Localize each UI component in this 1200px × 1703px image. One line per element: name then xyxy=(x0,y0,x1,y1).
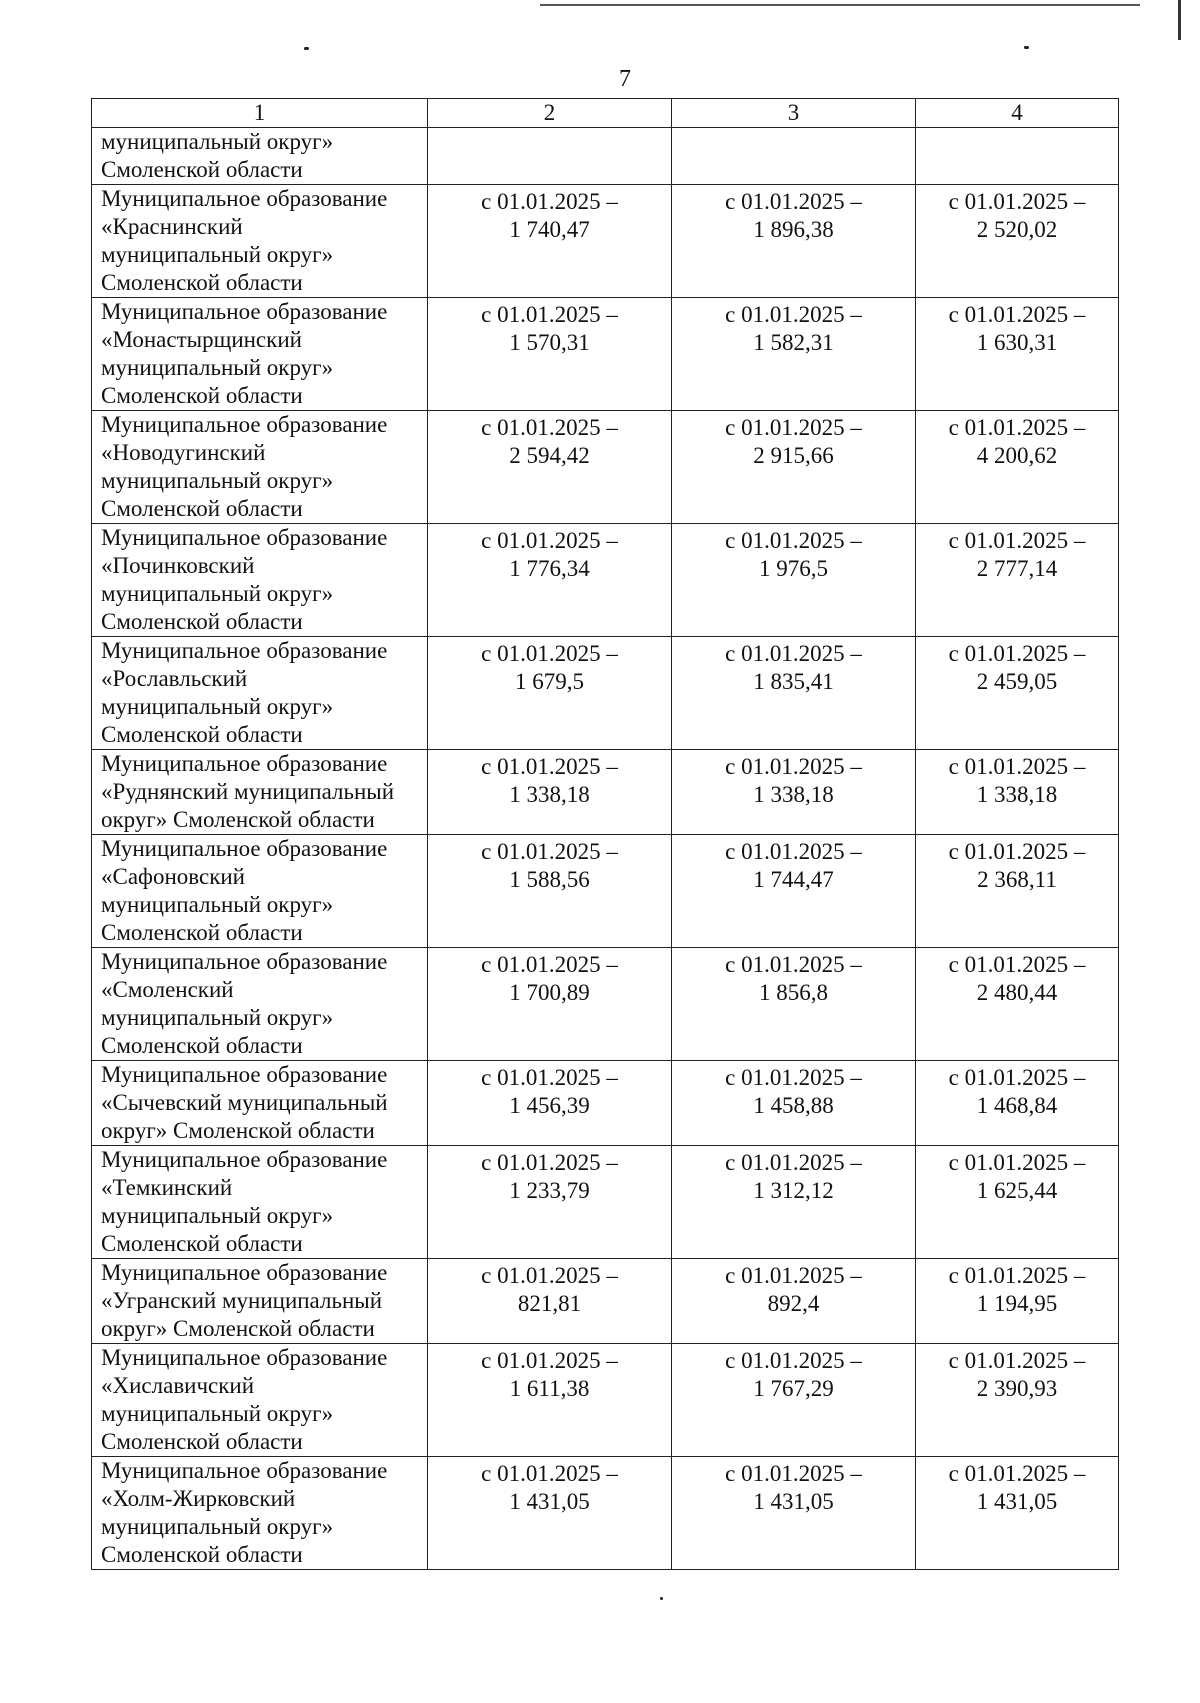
table-row xyxy=(92,1146,1119,1259)
cell-text-line: 1 431,05 xyxy=(753,1489,834,1514)
cell-text-line: с 01.01.2025 – xyxy=(481,415,618,440)
cell-text-line: 1 468,84 xyxy=(976,1093,1058,1118)
tariff-cell-col2 xyxy=(428,835,672,948)
cell-text-line: Муниципальное образование xyxy=(101,1345,388,1370)
tariff-cell-col4 xyxy=(916,298,1119,411)
column-header: 4 xyxy=(916,99,1119,128)
cell-text-line: с 01.01.2025 – xyxy=(948,1348,1086,1373)
tariff-cell-col3 xyxy=(672,948,916,1061)
cell-text-line: 2 915,66 xyxy=(753,443,834,468)
cell-text-line: с 01.01.2025 – xyxy=(481,1461,618,1486)
cell-text-line: 1 338,18 xyxy=(753,782,834,807)
tariff-cell-col2 xyxy=(428,1344,672,1457)
tariff-cell-col3 xyxy=(672,128,916,185)
tariff-cell-col4 xyxy=(916,128,1119,185)
municipality-name-cell xyxy=(92,298,428,411)
cell-text-line: с 01.01.2025 – xyxy=(948,302,1086,327)
tariff-table xyxy=(91,98,1119,1570)
cell-text-line: с 01.01.2025 – xyxy=(725,754,862,779)
cell-text-line: «Починковский xyxy=(101,553,255,578)
cell-text-line: Смоленской области xyxy=(101,1542,303,1567)
cell-text-line: муниципальный округ» xyxy=(101,468,334,493)
table-row xyxy=(92,637,1119,750)
cell-text-line: 2 390,93 xyxy=(976,1376,1058,1401)
cell-text-line: 4 200,62 xyxy=(976,443,1058,468)
cell-text-line: Муниципальное образование xyxy=(101,836,388,861)
tariff-cell-col3 xyxy=(672,298,916,411)
cell-text-line: 2 520,02 xyxy=(976,217,1058,242)
cell-text-line: Муниципальное образование xyxy=(101,186,388,211)
cell-text-line: 1 338,18 xyxy=(509,782,590,807)
cell-text-line: «Темкинский xyxy=(101,1175,233,1200)
cell-text-line: Смоленской области xyxy=(101,1231,303,1256)
table-body xyxy=(92,128,1119,1570)
cell-text-line: 1 431,05 xyxy=(509,1489,590,1514)
municipality-name-cell xyxy=(92,128,428,185)
table-row xyxy=(92,298,1119,411)
cell-text-line: 1 856,8 xyxy=(759,980,828,1005)
municipality-name-cell xyxy=(92,1259,428,1344)
cell-text-line: округ» Смоленской области xyxy=(101,1316,375,1341)
cell-text-line: с 01.01.2025 – xyxy=(481,839,618,864)
tariff-cell-col4 xyxy=(916,750,1119,835)
tariff-cell-col2 xyxy=(428,411,672,524)
cell-text-line: 1 431,05 xyxy=(976,1489,1058,1514)
cell-text-line: Муниципальное образование xyxy=(101,1062,388,1087)
cell-text-line: с 01.01.2025 – xyxy=(948,528,1086,553)
cell-text-line: с 01.01.2025 – xyxy=(725,839,862,864)
table-row xyxy=(92,835,1119,948)
table-row xyxy=(92,1061,1119,1146)
cell-text-line: 1 740,47 xyxy=(509,217,590,242)
municipality-name-cell xyxy=(92,524,428,637)
cell-text-line: муниципальный округ» xyxy=(101,694,334,719)
table-row xyxy=(92,1344,1119,1457)
cell-text-line: 1 456,39 xyxy=(509,1093,590,1118)
tariff-cell-col4 xyxy=(916,1344,1119,1457)
municipality-name-cell xyxy=(92,948,428,1061)
cell-text-line: 1 194,95 xyxy=(976,1291,1058,1316)
municipality-name-cell xyxy=(92,1061,428,1146)
tariff-cell-col3 xyxy=(672,1457,916,1570)
municipality-name-cell xyxy=(92,835,428,948)
cell-text-line: Муниципальное образование xyxy=(101,412,388,437)
cell-text-line: с 01.01.2025 – xyxy=(481,952,618,977)
scan-artifact-edge xyxy=(1178,0,1181,40)
cell-text-line: с 01.01.2025 – xyxy=(725,189,862,214)
cell-text-line: с 01.01.2025 – xyxy=(481,641,618,666)
cell-text-line: 1 312,12 xyxy=(753,1178,834,1203)
table-header-row xyxy=(92,99,1119,128)
cell-text-line: округ» Смоленской области xyxy=(101,807,375,832)
cell-text-line: 1 700,89 xyxy=(509,980,590,1005)
municipality-name-cell xyxy=(92,637,428,750)
tariff-cell-col4 xyxy=(916,1457,1119,1570)
cell-text-line: с 01.01.2025 – xyxy=(725,302,862,327)
cell-text-line: Муниципальное образование xyxy=(101,1458,388,1483)
cell-text-line: 2 777,14 xyxy=(976,556,1058,581)
cell-text-line: с 01.01.2025 – xyxy=(725,1461,862,1486)
cell-text-line: Муниципальное образование xyxy=(101,1260,388,1285)
cell-text-line: «Смоленский xyxy=(101,977,234,1002)
cell-text-line: муниципальный округ» xyxy=(101,1514,334,1539)
cell-text-line: муниципальный округ» xyxy=(101,129,334,154)
cell-text-line: 1 588,56 xyxy=(509,867,590,892)
cell-text-line: муниципальный округ» xyxy=(101,1401,334,1426)
cell-text-line: Муниципальное образование xyxy=(101,751,388,776)
cell-text-line: с 01.01.2025 – xyxy=(948,1150,1086,1175)
tariff-cell-col3 xyxy=(672,750,916,835)
tariff-cell-col4 xyxy=(916,1061,1119,1146)
table-row xyxy=(92,128,1119,185)
cell-text-line: 1 233,79 xyxy=(509,1178,590,1203)
tariff-cell-col4 xyxy=(916,524,1119,637)
cell-text-line: 1 630,31 xyxy=(976,330,1058,355)
column-header: 3 xyxy=(672,99,916,128)
cell-text-line: с 01.01.2025 – xyxy=(725,641,862,666)
cell-text-line: 1 896,38 xyxy=(753,217,834,242)
municipality-name-cell xyxy=(92,185,428,298)
cell-text-line: с 01.01.2025 – xyxy=(725,528,862,553)
cell-text-line: муниципальный округ» xyxy=(101,242,334,267)
scan-artifact-line xyxy=(540,4,1140,6)
cell-text-line: «Холм-Жирковский xyxy=(101,1486,296,1511)
tariff-cell-col3 xyxy=(672,1061,916,1146)
cell-text-line: Смоленской области xyxy=(101,722,303,747)
cell-text-line: 1 570,31 xyxy=(509,330,590,355)
tariff-cell-col4 xyxy=(916,411,1119,524)
cell-text-line: Смоленской области xyxy=(101,496,303,521)
cell-text-line: с 01.01.2025 – xyxy=(948,952,1086,977)
cell-text-line: с 01.01.2025 – xyxy=(948,415,1086,440)
table-row xyxy=(92,524,1119,637)
cell-text-line: «Монастырщинский xyxy=(101,327,302,352)
cell-text-line: Смоленской области xyxy=(101,920,303,945)
cell-text-line: 1 835,41 xyxy=(753,669,834,694)
table-row xyxy=(92,1457,1119,1570)
municipality-name-cell xyxy=(92,1146,428,1259)
cell-text-line: с 01.01.2025 – xyxy=(948,1263,1086,1288)
cell-text-line: с 01.01.2025 – xyxy=(481,302,618,327)
cell-text-line: округ» Смоленской области xyxy=(101,1118,375,1143)
cell-text-line: с 01.01.2025 – xyxy=(481,1065,618,1090)
cell-text-line: с 01.01.2025 – xyxy=(725,952,862,977)
tariff-cell-col2 xyxy=(428,185,672,298)
cell-text-line: «Новодугинский xyxy=(101,440,266,465)
cell-text-line: «Угранский муниципальный xyxy=(101,1288,383,1313)
cell-text-line: с 01.01.2025 – xyxy=(481,1348,618,1373)
scan-dot xyxy=(304,47,309,50)
cell-text-line: с 01.01.2025 – xyxy=(481,189,618,214)
page-number: 7 xyxy=(619,66,631,92)
tariff-cell-col3 xyxy=(672,1259,916,1344)
column-header: 2 xyxy=(428,99,672,128)
tariff-cell-col3 xyxy=(672,185,916,298)
cell-text-line: Муниципальное образование xyxy=(101,299,388,324)
tariff-cell-col2 xyxy=(428,948,672,1061)
cell-text-line: 1 767,29 xyxy=(753,1376,834,1401)
scan-dot xyxy=(660,1597,663,1600)
tariff-cell-col2 xyxy=(428,128,672,185)
cell-text-line: 2 480,44 xyxy=(976,980,1058,1005)
tariff-cell-col2 xyxy=(428,1457,672,1570)
scan-dot xyxy=(1024,46,1029,49)
municipality-name-cell xyxy=(92,750,428,835)
cell-text-line: муниципальный округ» xyxy=(101,355,334,380)
tariff-cell-col2 xyxy=(428,750,672,835)
column-header: 1 xyxy=(92,99,428,128)
cell-text-line: Муниципальное образование xyxy=(101,1147,388,1172)
tariff-cell-col4 xyxy=(916,1259,1119,1344)
cell-text-line: «Руднянский муниципальный xyxy=(101,779,395,804)
cell-text-line: 1 776,34 xyxy=(509,556,590,581)
cell-text-line: 892,4 xyxy=(767,1291,820,1316)
tariff-cell-col2 xyxy=(428,524,672,637)
cell-text-line: Смоленской области xyxy=(101,270,303,295)
tariff-cell-col2 xyxy=(428,298,672,411)
cell-text-line: 1 338,18 xyxy=(976,782,1058,807)
municipality-name-cell xyxy=(92,411,428,524)
tariff-cell-col3 xyxy=(672,411,916,524)
tariff-cell-col2 xyxy=(428,1259,672,1344)
cell-text-line: с 01.01.2025 – xyxy=(481,528,618,553)
cell-text-line: 2 368,11 xyxy=(977,867,1057,892)
cell-text-line: «Хиславичский xyxy=(101,1373,255,1398)
cell-text-line: с 01.01.2025 – xyxy=(725,1263,862,1288)
tariff-cell-col4 xyxy=(916,1146,1119,1259)
tariff-cell-col4 xyxy=(916,185,1119,298)
cell-text-line: с 01.01.2025 – xyxy=(481,1263,618,1288)
table-row xyxy=(92,185,1119,298)
table-row xyxy=(92,750,1119,835)
cell-text-line: Муниципальное образование xyxy=(101,525,388,550)
cell-text-line: с 01.01.2025 – xyxy=(948,641,1086,666)
cell-text-line: 2 594,42 xyxy=(509,443,590,468)
cell-text-line: с 01.01.2025 – xyxy=(725,415,862,440)
cell-text-line: муниципальный округ» xyxy=(101,581,334,606)
cell-text-line: с 01.01.2025 – xyxy=(948,1065,1086,1090)
cell-text-line: 1 611,38 xyxy=(509,1376,590,1401)
tariff-cell-col3 xyxy=(672,637,916,750)
municipality-name-cell xyxy=(92,1457,428,1570)
cell-text-line: Муниципальное образование xyxy=(101,638,388,663)
cell-text-line: Смоленской области xyxy=(101,609,303,634)
cell-text-line: «Сафоновский xyxy=(101,864,245,889)
table-row xyxy=(92,948,1119,1061)
cell-text-line: 1 582,31 xyxy=(753,330,834,355)
cell-text-line: с 01.01.2025 – xyxy=(948,839,1086,864)
table-row xyxy=(92,1259,1119,1344)
cell-text-line: с 01.01.2025 – xyxy=(481,1150,618,1175)
cell-text-line: 1 744,47 xyxy=(753,867,834,892)
cell-text-line: с 01.01.2025 – xyxy=(725,1150,862,1175)
cell-text-line: муниципальный округ» xyxy=(101,1203,334,1228)
tariff-cell-col3 xyxy=(672,835,916,948)
cell-text-line: с 01.01.2025 – xyxy=(948,754,1086,779)
cell-text-line: с 01.01.2025 – xyxy=(725,1065,862,1090)
municipality-name-cell xyxy=(92,1344,428,1457)
cell-text-line: муниципальный округ» xyxy=(101,1005,334,1030)
cell-text-line: 821,81 xyxy=(517,1291,582,1316)
cell-text-line: 1 976,5 xyxy=(759,556,828,581)
tariff-cell-col4 xyxy=(916,835,1119,948)
cell-text-line: «Краснинский xyxy=(101,214,243,239)
cell-text-line: Смоленской области xyxy=(101,383,303,408)
tariff-cell-col2 xyxy=(428,637,672,750)
cell-text-line: с 01.01.2025 – xyxy=(948,1461,1086,1486)
cell-text-line: с 01.01.2025 – xyxy=(481,754,618,779)
cell-text-line: 1 679,5 xyxy=(515,669,584,694)
cell-text-line: «Рославльский xyxy=(101,666,248,691)
cell-text-line: 1 625,44 xyxy=(976,1178,1058,1203)
cell-text-line: Смоленской области xyxy=(101,157,303,182)
cell-text-line: Смоленской области xyxy=(101,1033,303,1058)
cell-text-line: «Сычевский муниципальный xyxy=(101,1090,388,1115)
cell-text-line: 2 459,05 xyxy=(976,669,1058,694)
tariff-cell-col3 xyxy=(672,1344,916,1457)
tariff-cell-col4 xyxy=(916,637,1119,750)
tariff-cell-col4 xyxy=(916,948,1119,1061)
cell-text-line: Смоленской области xyxy=(101,1429,303,1454)
tariff-cell-col3 xyxy=(672,1146,916,1259)
cell-text-line: муниципальный округ» xyxy=(101,892,334,917)
tariff-cell-col2 xyxy=(428,1061,672,1146)
tariff-cell-col3 xyxy=(672,524,916,637)
table-row xyxy=(92,411,1119,524)
tariff-cell-col2 xyxy=(428,1146,672,1259)
cell-text-line: с 01.01.2025 – xyxy=(948,189,1086,214)
cell-text-line: 1 458,88 xyxy=(753,1093,834,1118)
cell-text-line: Муниципальное образование xyxy=(101,949,388,974)
cell-text-line: с 01.01.2025 – xyxy=(725,1348,862,1373)
